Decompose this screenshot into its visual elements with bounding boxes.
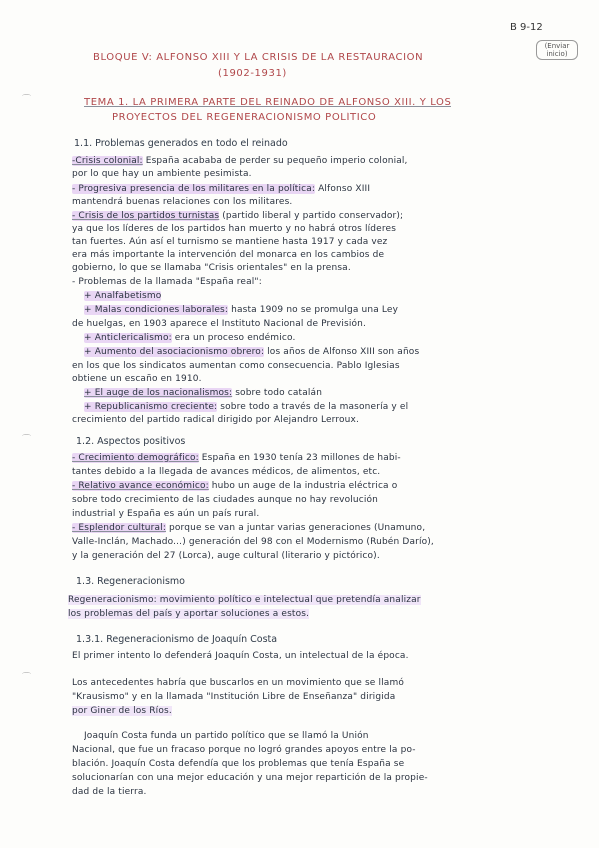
text-line <box>72 705 172 718</box>
text-line <box>84 304 398 317</box>
text-span: España acababa de perder su pequeño imperio colonial, <box>142 156 408 166</box>
section-1-1-heading: 1.1. Problemas generados en todo el reinado <box>74 138 288 149</box>
keyword-highlight: - Esplendor cultural: <box>72 523 167 533</box>
text-line: - Problemas de la llamada "España real": <box>72 277 262 287</box>
text-line <box>72 452 401 465</box>
page-reference: B 9-12 <box>510 22 543 33</box>
keyword-highlight: + Republicanismo creciente: <box>84 402 218 412</box>
text-line <box>72 210 403 223</box>
text-line: de huelgas, en 1903 aparece el Instituto Nacional de Previsión. <box>72 319 367 329</box>
text-span: hasta 1909 no se promulga una Ley <box>228 305 399 315</box>
highlighted-text: por Giner de los Ríos. <box>72 706 172 716</box>
highlighted-text: Regeneracionismo: movimiento político e intelectual que pretendía analizar <box>68 595 421 605</box>
keyword-highlight: - Relativo avance económico: <box>72 481 209 491</box>
text-line: y la generación del 27 (Lorca), auge cultural (literario y pictórico). <box>72 551 380 561</box>
text-line <box>72 183 370 196</box>
keyword-highlight: -Crisis colonial: <box>72 156 143 166</box>
text-span: era un proceso endémico. <box>171 333 296 343</box>
keyword-highlight: - Progresiva presencia de los militares en la política: <box>72 184 316 194</box>
block-years: (1902-1931) <box>218 68 287 79</box>
text-line: gobierno, lo que se llamaba "Crisis orientales" en la prensa. <box>72 263 351 273</box>
text-span: los años de Alfonso XIII son años <box>264 347 420 357</box>
keyword-highlight: + Analfabetismo <box>84 291 162 301</box>
text-line: blación. Joaquín Costa defendía que los problemas que tenía España se <box>72 759 405 769</box>
text-line: Joaquín Costa funda un partido político que se llamó la Unión <box>84 731 369 741</box>
text-line <box>68 594 421 607</box>
text-line <box>84 290 161 303</box>
text-line: Los antecedentes habría que buscarlos en un movimiento que se llamó <box>72 678 405 688</box>
text-span: España en 1930 tenía 23 millones de habi- <box>198 453 401 463</box>
text-span: hubo un auge de la industria eléctrica o <box>208 481 398 491</box>
margin-mark: ⌒ <box>22 95 32 105</box>
text-line <box>68 608 309 621</box>
text-span: sobre todo a través de la masonería y el <box>217 402 409 412</box>
text-line <box>72 480 397 493</box>
keyword-highlight: + Aumento del asociacionismo obrero: <box>84 347 265 357</box>
keyword-highlight: + Malas condiciones laborales: <box>84 305 229 315</box>
section-1-3-heading: 1.3. Regeneracionismo <box>76 576 185 587</box>
text-line <box>72 155 408 168</box>
topic-title-line-2: PROYECTOS DEL REGENERACIONISMO POLÍTICO <box>112 112 377 123</box>
text-line: Nacional, que fue un fracaso porque no logró grandes apoyos entre la po- <box>72 745 416 755</box>
keyword-highlight: - Crisis de los partidos turnistas <box>72 211 220 221</box>
text-line: tantes debido a la llegada de avances médicos, de alimentos, etc. <box>72 467 381 477</box>
text-line: industrial y España es aún un país rural. <box>72 509 260 519</box>
text-span: Alfonso XIII <box>315 184 371 194</box>
text-line <box>84 401 408 414</box>
section-1-2-heading: 1.2. Aspectos positivos <box>76 436 186 447</box>
text-line: tan fuertes. Aún así el turnismo se mantiene hasta 1917 y cada vez <box>72 237 388 247</box>
text-line: obtiene un escaño en 1910. <box>72 374 202 384</box>
text-line: dad de la tierra. <box>72 787 147 797</box>
keyword-highlight: - Crecimiento demográfico: <box>72 453 199 463</box>
text-line: El primer intento lo defenderá Joaquín Costa, un intelectual de la época. <box>72 651 409 661</box>
text-line: en los que los sindicatos aumentan como consecuencia. Pablo Iglesias <box>72 361 400 371</box>
text-line: solucionarían con una mejor educación y una mejor repartición de la propie- <box>72 773 428 783</box>
text-line: por lo que hay un ambiente pesimista. <box>72 169 252 179</box>
text-line <box>84 387 322 400</box>
topic-title-line-1: TEMA 1. LA PRIMERA PARTE DEL REINADO DE ALFONSO XIII. Y LOS <box>84 97 452 108</box>
text-line: "Krausismo" y en la llamada "Institución Libre de Enseñanza" dirigida <box>72 692 396 702</box>
text-line <box>84 346 419 359</box>
text-span: (partido liberal y partido conservador); <box>219 211 404 221</box>
text-line <box>84 332 295 345</box>
text-line: era más importante la intervención del monarca en los cambios de <box>72 250 385 260</box>
keyword-highlight: + Anticlericalismo: <box>84 333 172 343</box>
corner-stamp: (Enviar inicio) <box>536 40 578 60</box>
text-span: sobre todo catalán <box>232 388 323 398</box>
text-line: sobre todo crecimiento de las ciudades aunque no hay revolución <box>72 495 379 505</box>
margin-mark: ⌒ <box>22 673 32 683</box>
block-title: BLOQUE V: ALFONSO XIII Y LA CRISIS DE LA RESTAURACIÓN <box>93 52 424 63</box>
text-line <box>72 522 425 535</box>
section-1-3-1-heading: 1.3.1. Regeneracionismo de Joaquín Costa <box>76 634 278 645</box>
keyword-highlight: + El auge de los nacionalismos: <box>84 388 233 398</box>
text-span: porque se van a juntar varias generaciones (Unamuno, <box>166 523 426 533</box>
text-line: Valle-Inclán, Machado...) generación del 98 con el Modernismo (Rubén Darío), <box>72 537 434 547</box>
text-line: mantendrá buenas relaciones con los militares. <box>72 197 293 207</box>
highlighted-text: los problemas del país y aportar soluciones a estos. <box>68 609 310 619</box>
text-line: crecimiento del partido radical dirigido por Alejandro Lerroux. <box>72 415 360 425</box>
text-line: ya que los líderes de los partidos han muerto y no habrá otros líderes <box>72 224 397 234</box>
margin-mark: ⌒ <box>22 435 32 445</box>
